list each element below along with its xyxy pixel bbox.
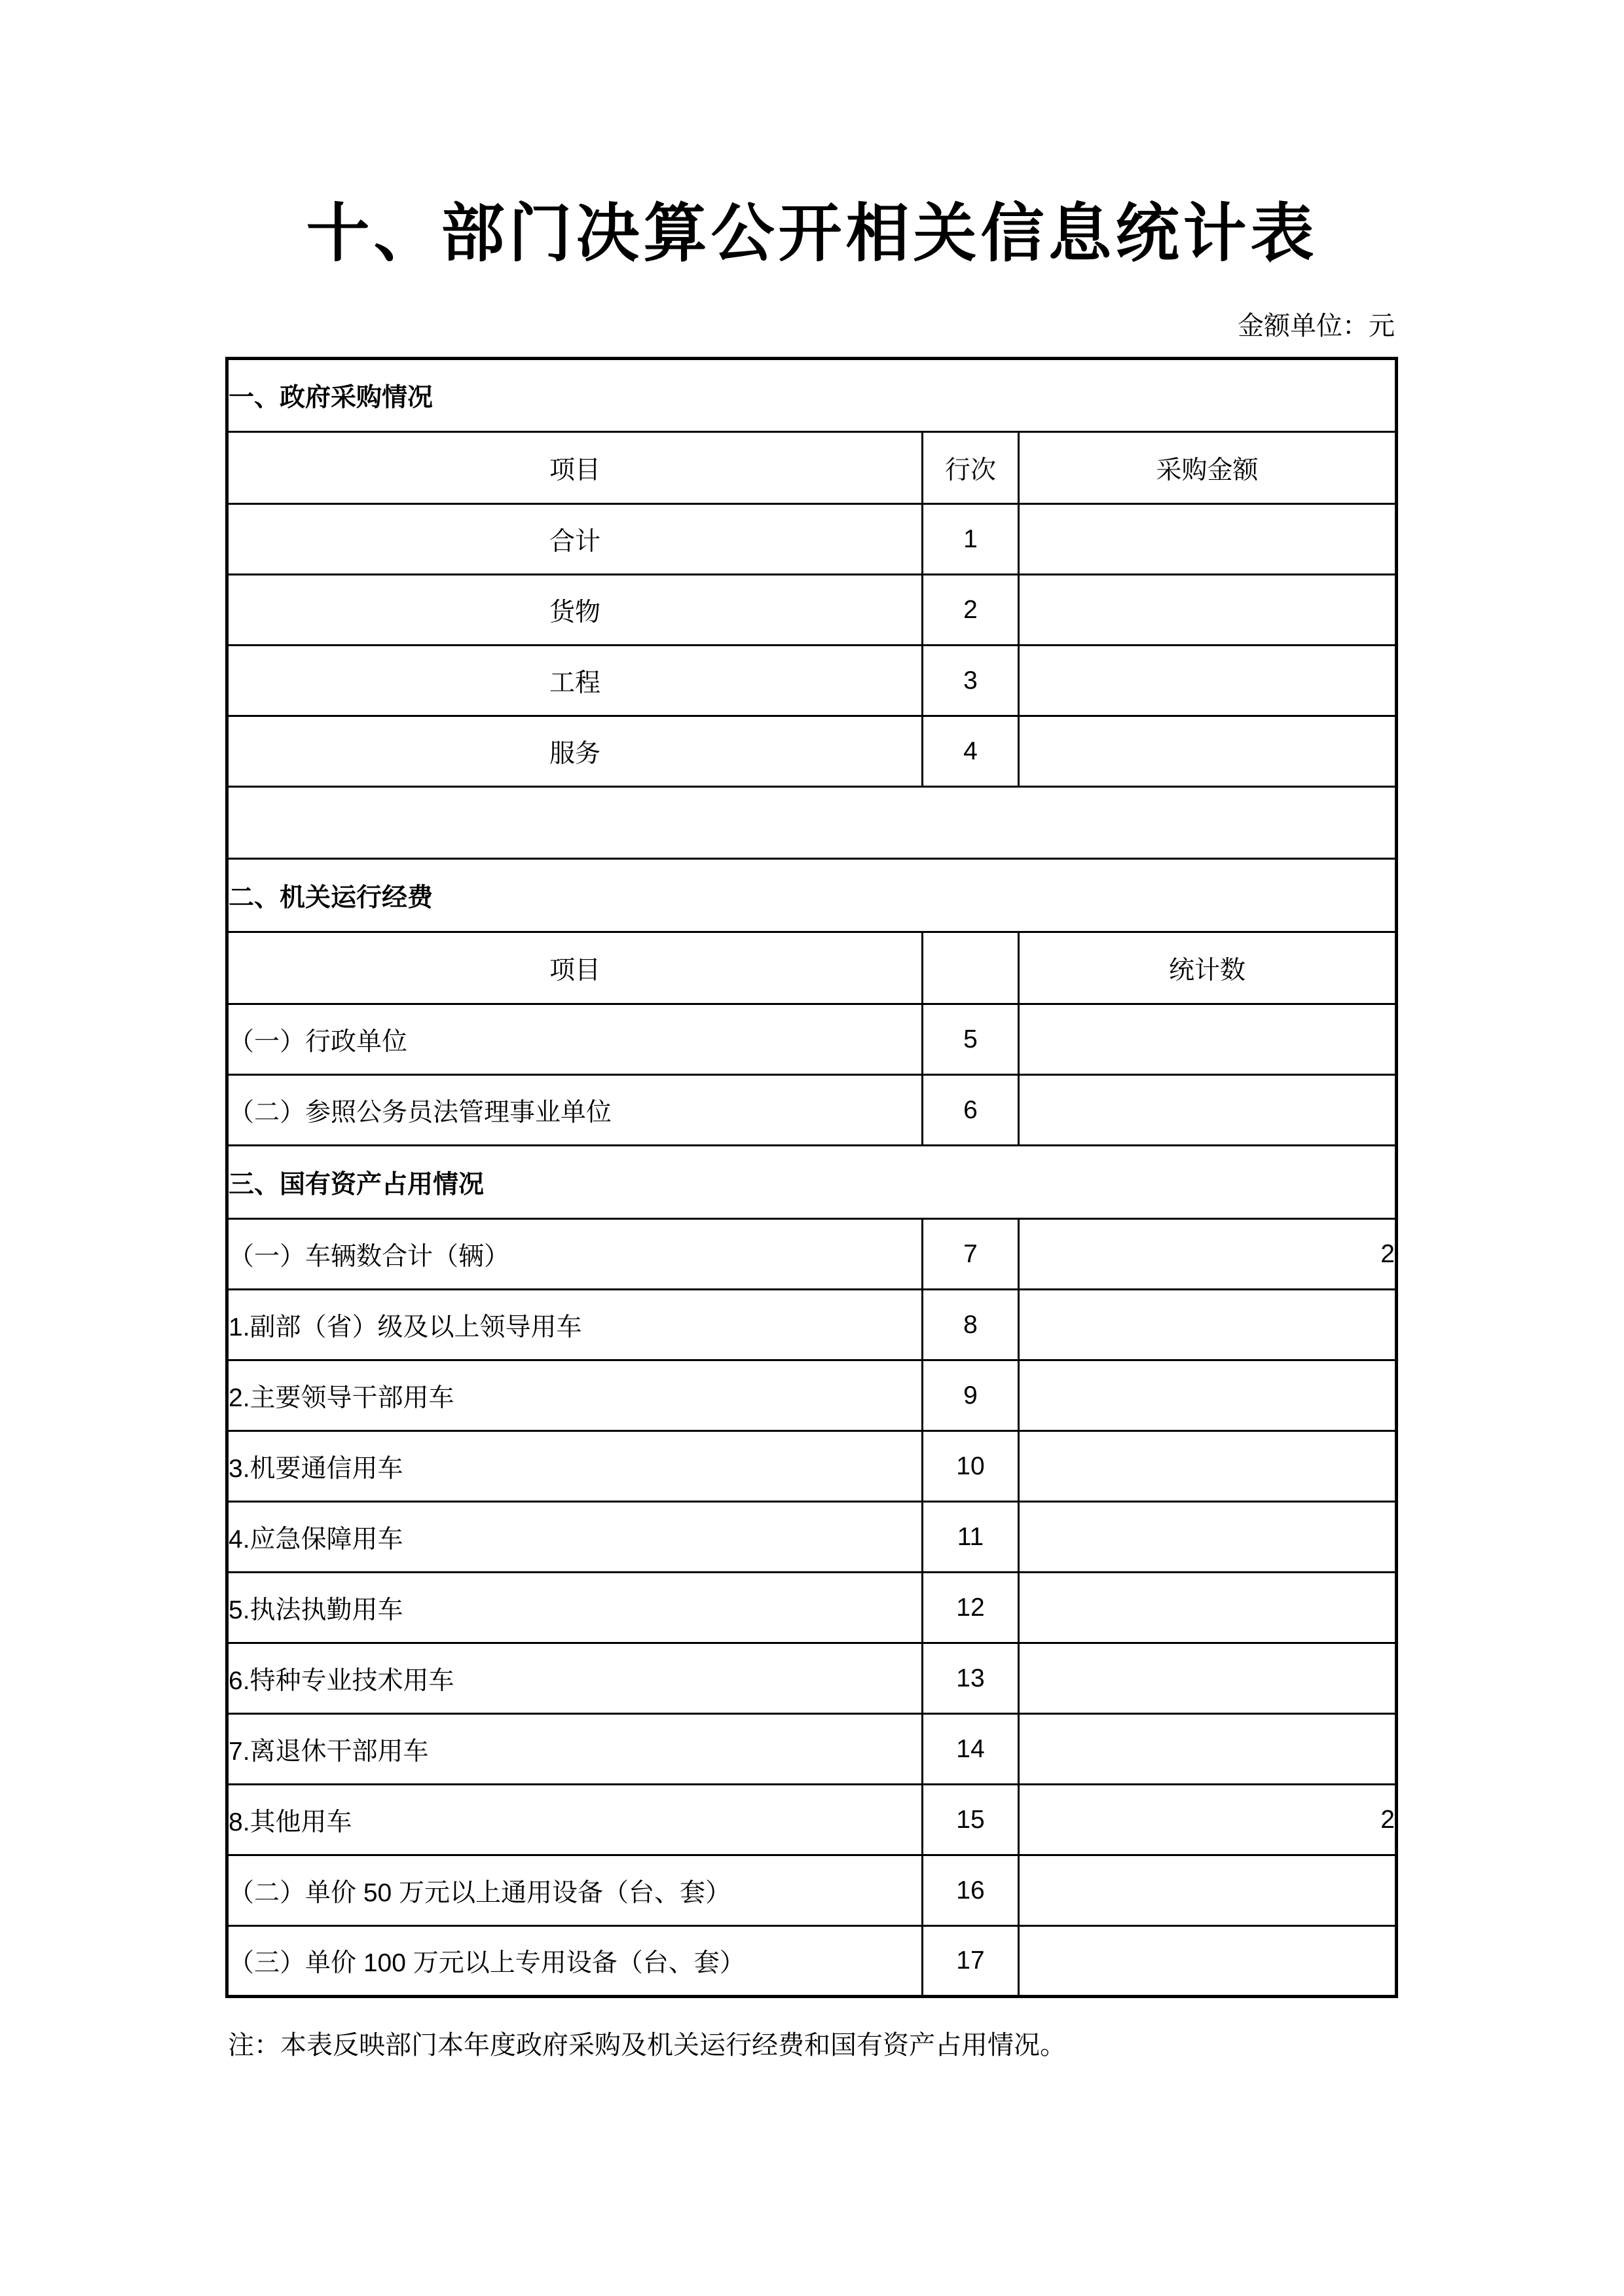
item-label-cell: （一）行政单位 [227, 1004, 923, 1075]
footnote: 注：本表反映部门本年度政府采购及机关运行经费和国有资产占用情况。 [228, 2031, 1066, 2060]
column-header-cell: 项目 [227, 432, 923, 504]
item-label-cell: （二）参照公务员法管理事业单位 [227, 1075, 923, 1146]
table-row-data [227, 504, 1397, 575]
item-label-cell: 4.应急保障用车 [227, 1502, 923, 1573]
line-number-cell: 9 [923, 1360, 1019, 1431]
table-row-header [227, 932, 1397, 1004]
line-number-cell: 4 [923, 716, 1019, 787]
value-cell [1019, 1004, 1397, 1075]
column-header-cell: 采购金额 [1019, 432, 1397, 504]
table-row-blank [227, 787, 1397, 859]
line-number-cell: 10 [923, 1431, 1019, 1502]
item-label-cell: 工程 [227, 646, 923, 716]
value-cell [1019, 1431, 1397, 1502]
item-label-cell: （一）车辆数合计（辆） [227, 1219, 923, 1290]
table-row-data [227, 575, 1397, 646]
value-cell [1019, 1502, 1397, 1573]
item-label-cell: 2.主要领导干部用车 [227, 1360, 923, 1431]
line-number-cell: 11 [923, 1502, 1019, 1573]
table-row-data [227, 1290, 1397, 1360]
line-number-cell: 12 [923, 1573, 1019, 1643]
line-number-cell: 13 [923, 1643, 1019, 1714]
value-cell [1019, 646, 1397, 716]
statistics-table [225, 357, 1398, 1998]
line-number-cell: 15 [923, 1785, 1019, 1855]
table-row-data [227, 1714, 1397, 1785]
table-row-data [227, 1926, 1397, 1997]
table-row-data [227, 646, 1397, 716]
value-cell [1019, 1360, 1397, 1431]
item-label-cell: 8.其他用车 [227, 1785, 923, 1855]
line-number-cell: 7 [923, 1219, 1019, 1290]
section-header-cell: 二、机关运行经费 [227, 859, 1397, 932]
table-row-data [227, 1075, 1397, 1146]
column-header-cell [923, 932, 1019, 1004]
column-header-cell: 行次 [923, 432, 1019, 504]
table-body [227, 359, 1397, 1997]
value-cell [1019, 1643, 1397, 1714]
table-row-data [227, 1219, 1397, 1290]
column-header-cell: 统计数 [1019, 932, 1397, 1004]
table-row-section [227, 859, 1397, 932]
value-cell: 2 [1019, 1785, 1397, 1855]
page-title: 十、部门决算公开相关信息统计表 [306, 198, 1318, 269]
table-row-data [227, 1785, 1397, 1855]
table-row-section [227, 1146, 1397, 1219]
amount-unit-label: 金额单位：元 [1238, 312, 1395, 340]
item-label-cell: 合计 [227, 504, 923, 575]
section-header-cell: 三、国有资产占用情况 [227, 1146, 1397, 1219]
line-number-cell: 5 [923, 1004, 1019, 1075]
table-row-data [227, 716, 1397, 787]
item-label-cell: 3.机要通信用车 [227, 1431, 923, 1502]
item-label-cell: 5.执法执勤用车 [227, 1573, 923, 1643]
table-row-data [227, 1360, 1397, 1431]
value-cell [1019, 1573, 1397, 1643]
line-number-cell: 16 [923, 1855, 1019, 1926]
value-cell [1019, 504, 1397, 575]
line-number-cell: 1 [923, 504, 1019, 575]
section-header-cell: 一、政府采购情况 [227, 359, 1397, 432]
value-cell [1019, 1855, 1397, 1926]
line-number-cell: 17 [923, 1926, 1019, 1997]
value-cell [1019, 1290, 1397, 1360]
table-row-data [227, 1004, 1397, 1075]
table-row-data [227, 1855, 1397, 1926]
blank-row-cell [227, 787, 1397, 859]
item-label-cell: （三）单价 100 万元以上专用设备（台、套） [227, 1926, 923, 1997]
table-row-data [227, 1573, 1397, 1643]
value-cell: 2 [1019, 1219, 1397, 1290]
table-row-header [227, 432, 1397, 504]
table-row-data [227, 1643, 1397, 1714]
item-label-cell: 1.副部（省）级及以上领导用车 [227, 1290, 923, 1360]
item-label-cell: 货物 [227, 575, 923, 646]
item-label-cell: 7.离退休干部用车 [227, 1714, 923, 1785]
value-cell [1019, 1714, 1397, 1785]
value-cell [1019, 1926, 1397, 1997]
line-number-cell: 2 [923, 575, 1019, 646]
line-number-cell: 3 [923, 646, 1019, 716]
table-row-data [227, 1431, 1397, 1502]
table-row-section [227, 359, 1397, 432]
value-cell [1019, 1075, 1397, 1146]
value-cell [1019, 716, 1397, 787]
line-number-cell: 14 [923, 1714, 1019, 1785]
value-cell [1019, 575, 1397, 646]
table-row-data [227, 1502, 1397, 1573]
item-label-cell: 服务 [227, 716, 923, 787]
column-header-cell: 项目 [227, 932, 923, 1004]
item-label-cell: （二）单价 50 万元以上通用设备（台、套） [227, 1855, 923, 1926]
line-number-cell: 8 [923, 1290, 1019, 1360]
line-number-cell: 6 [923, 1075, 1019, 1146]
item-label-cell: 6.特种专业技术用车 [227, 1643, 923, 1714]
